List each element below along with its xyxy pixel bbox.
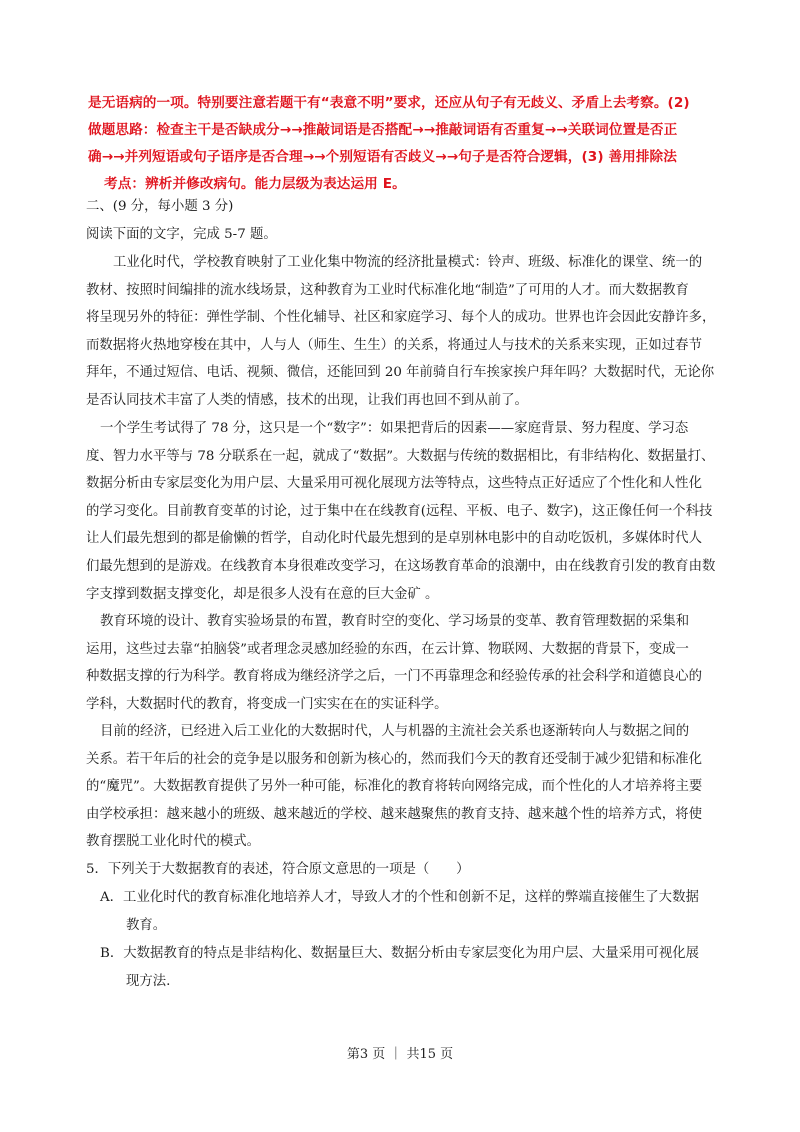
option-b-line-1: B．大数据教育的特点是非结构化、数据量巨大、数据分析由专家层变化为用户层、大量采用可视化展 bbox=[100, 946, 700, 961]
section-instruction: 阅读下面的文字，完成 5-7 题。 bbox=[86, 227, 277, 242]
page-footer: 第3 页 ｜ 共15 页 bbox=[346, 1047, 454, 1062]
p1-line: 教材、按照时间编排的流水线场景，这种教育为工业时代标准化地“制造”了可用的人才。而大数据教育 bbox=[86, 282, 689, 298]
p3-line: 学科，大数据时代的教育，将变成一门实实在在的实证科学。 bbox=[86, 696, 448, 712]
p2-line: 的学习变化。目前教育变革的讨论，过于集中在在线教育(远程、平板、电子、数字)，这正像任何一个科技 bbox=[86, 503, 713, 519]
p3-line: 种数据支撑的行为科学。教育将成为继经济学之后，一门不再靠理念和经验传承的社会科学和道德良心的 bbox=[86, 669, 702, 685]
passage-paragraph-3 bbox=[86, 608, 742, 718]
p1-line: 拜年，不通过短信、电话、视频、微信，还能回到 20 年前骑自行车挨家挨户拜年吗？大数据时代，无论你 bbox=[86, 365, 715, 381]
option-b-line-2: 现方法. bbox=[126, 973, 171, 989]
p4-line: 的“魔咒”。大数据教育提供了另外一种可能，标准化的教育将转向网络完成，而个性化的人才培养将主要 bbox=[86, 779, 703, 795]
p4-line: 目前的经济，已经进入后工业化的大数据时代，人与机器的主流社会关系也逐渐转向人与数据之间的 bbox=[100, 724, 690, 739]
p2-line: 数据分析由专家层变化为用户层、大量采用可视化展现方法等特点，这些特点正好适应了个性化和人性化 bbox=[86, 476, 702, 492]
p2-line: 度、智力水平等与 78 分联系在一起，就成了“数据”。大数据与传统的数据相比，有非结构化、数据量打、 bbox=[86, 448, 715, 464]
p2-line: 字支撑到数据支撑变化，却是很多人没有在意的巨大金矿 。 bbox=[86, 586, 439, 602]
p4-line: 由学校承担：越来越小的班级、越来越近的学校、越来越聚焦的教育支持、越来越个性的培养方式，将使 bbox=[86, 806, 702, 822]
passage-paragraph-2 bbox=[86, 415, 742, 608]
option-a-line-1: A．工业化时代的教育标准化地培养人才，导致人才的个性和创新不足，这样的弊端直接催生了大数据 bbox=[100, 890, 699, 905]
explanation-line-1: 是无语病的一项。特别要注意若题干有“表意不明”要求，还应从句子有无歧义、矛盾上去考察。(2) bbox=[88, 95, 690, 111]
question-5-option-b bbox=[100, 940, 742, 995]
option-a-line-2: 教育。 bbox=[126, 917, 167, 933]
p2-line: 一个学生考试得了 78 分，这只是一个“数字”：如果把背后的因素——家庭背景、努力程度、学习态 bbox=[100, 421, 689, 436]
p1-line: 将呈现另外的特征：弹性学制、个性化辅导、社区和家庭学习、每个人的成功。世界也许会因此安静许多， bbox=[86, 310, 716, 326]
p1-line: 而数据将火热地穿梭在其中，人与人（师生、生生）的关系，将通过人与技术的关系来实现，正如过春节 bbox=[86, 337, 702, 353]
p2-line: 们最先想到的是游戏。在线教育本身很难改变学习，在这场教育革命的浪潮中，由在线教育引发的教育由数 bbox=[86, 558, 716, 574]
p1-line: 是否认同技术丰富了人类的情感，技术的出现，让我们再也回不到从前了。 bbox=[86, 392, 528, 408]
p1-line: 工业化时代，学校教育映射了工业化集中物流的经济批量模式：铃声、班级、标准化的课堂、统一的 bbox=[113, 255, 703, 270]
section-heading: 二、(9 分，每小题 3 分) bbox=[86, 199, 234, 214]
p4-line: 关系。若干年后的社会的竞争是以服务和创新为核心的，然而我们今天的教育还受制于减少犯错和标准化 bbox=[86, 751, 702, 767]
p2-line: 让人们最先想到的都是偷懒的哲学，自动化时代最先想到的是卓别林电影中的自动吃饭机，多媒体时代人 bbox=[86, 531, 702, 547]
passage-paragraph-4 bbox=[86, 718, 742, 856]
explanation-line-4: 考点：辨析并修改病句。能力层级为表达运用 E。 bbox=[104, 176, 406, 192]
question-5-option-a bbox=[100, 884, 742, 939]
explanation-line-3: 确→→并列短语或句子语序是否合理→→个别短语有否歧义→→句子是否符合逻辑，(3) 善用排除法 bbox=[88, 149, 677, 165]
p4-line: 教育摆脱工业化时代的模式。 bbox=[86, 834, 261, 850]
question-5-stem: 5．下列关于大数据教育的表述，符合原文意思的一项是（ ） bbox=[86, 862, 470, 877]
explanation-line-2: 做题思路：检查主干是否缺成分→→推敲词语是否搭配→→推敲词语有否重复→→关联词位置是否正 bbox=[88, 122, 678, 138]
p3-line: 教育环境的设计、教育实验场景的布置，教育时空的变化、学习场景的变革、教育管理数据的采集和 bbox=[100, 614, 690, 629]
passage-paragraph-1 bbox=[86, 249, 742, 415]
p3-line: 运用，这些过去靠“拍脑袋”或者理念灵感加经验的东西，在云计算、物联网、大数据的背景下，变成一 bbox=[86, 641, 689, 657]
